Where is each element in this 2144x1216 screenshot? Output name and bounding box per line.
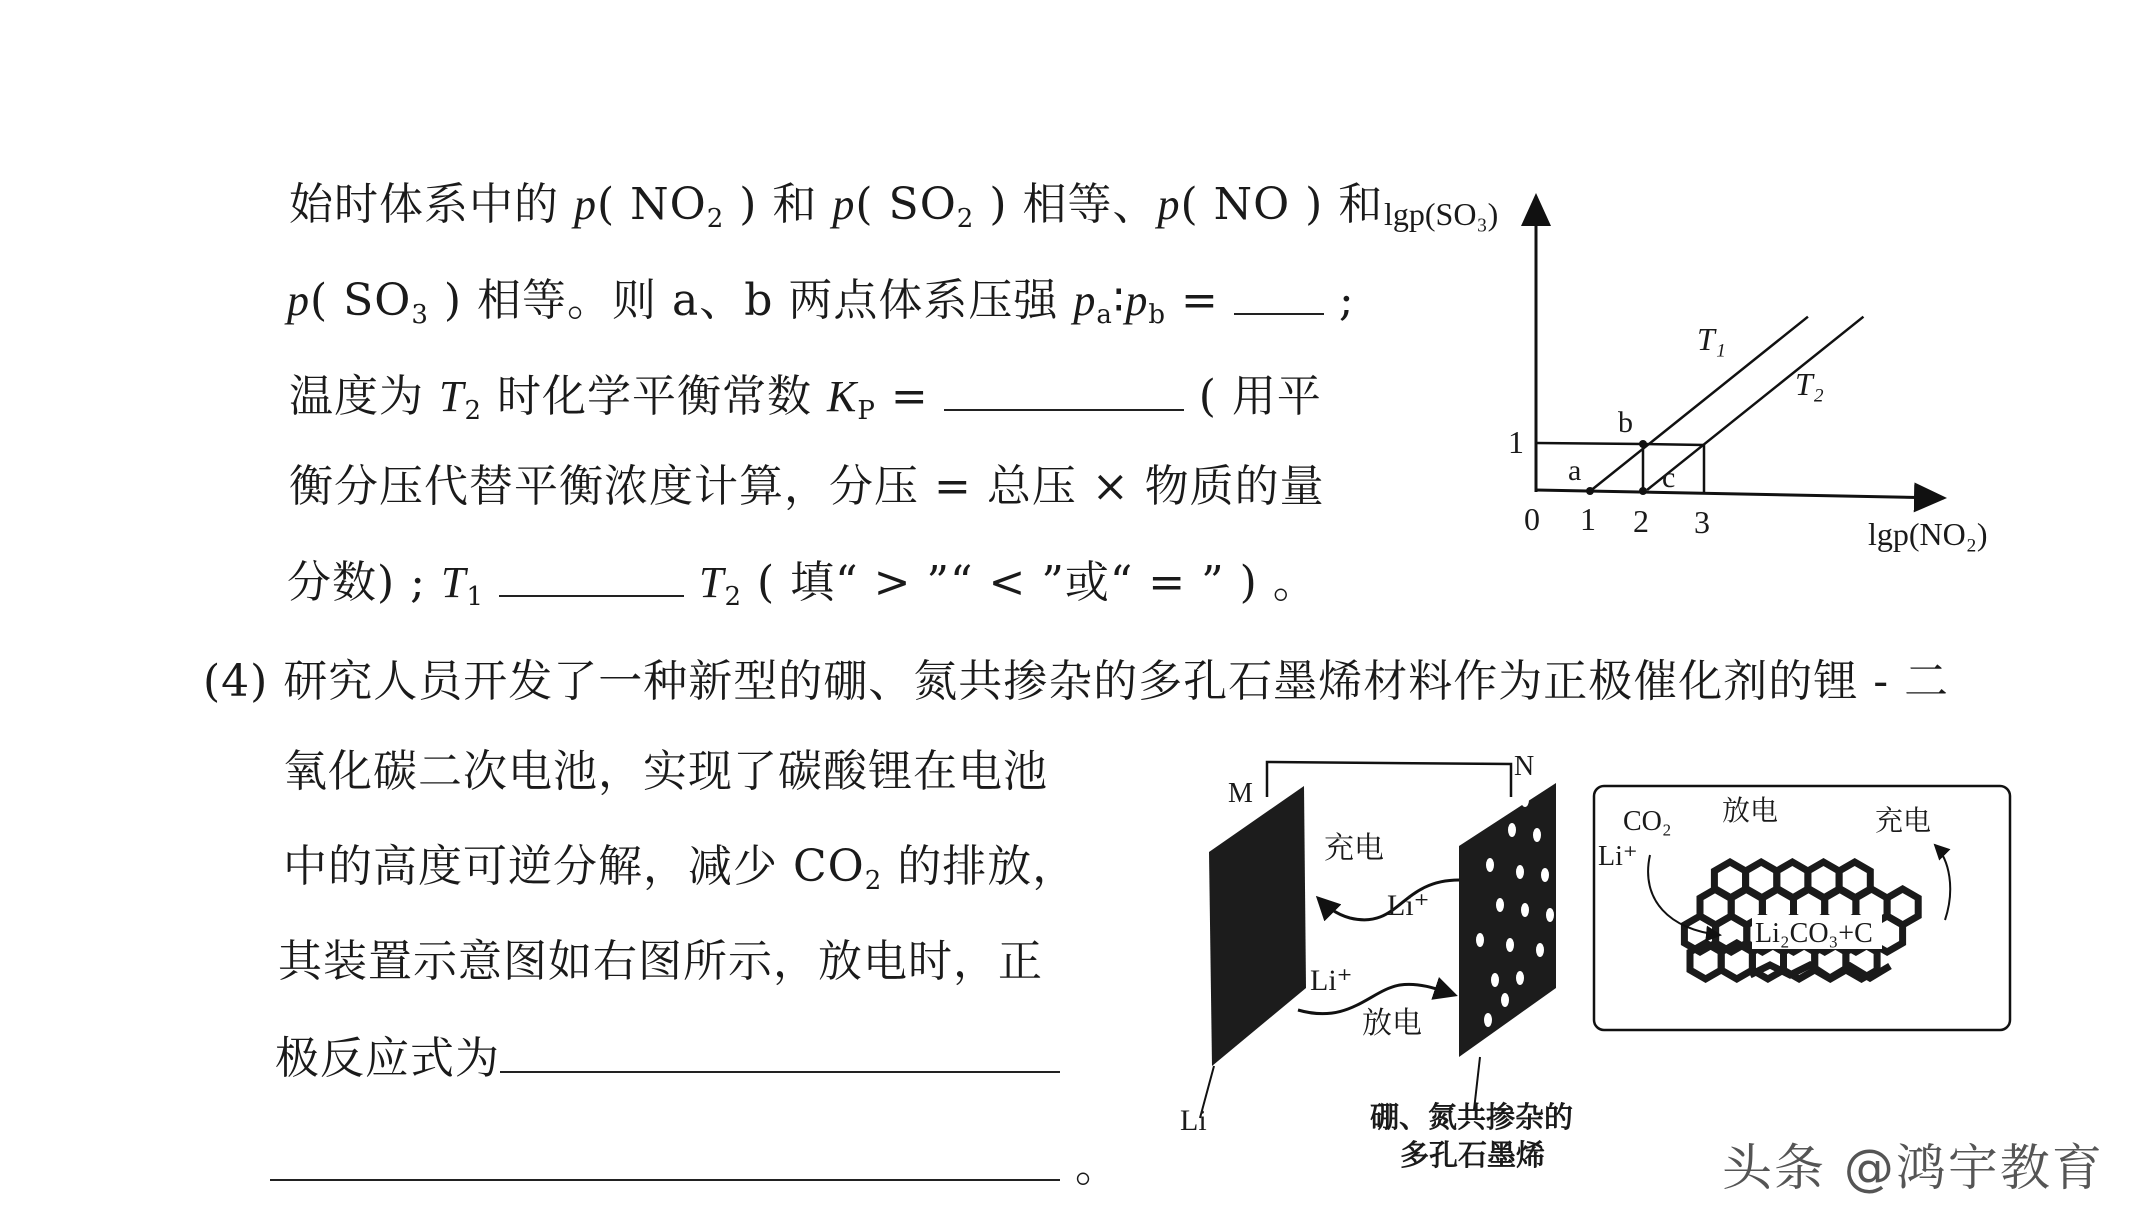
subscript: 3 (411, 300, 429, 330)
subscript: 2 (724, 582, 743, 612)
x-tick: 0 (1524, 501, 1540, 537)
equilibrium-graph (1384, 196, 1988, 552)
cathode-label-1: 硼、氮共掺杂的 (1370, 1102, 1574, 1134)
text-segment: ; (1323, 275, 1355, 326)
text-segment: ( SO (310, 275, 412, 326)
x-tick: 3 (1694, 504, 1710, 540)
point-c-label: c (1662, 461, 1676, 494)
battery-diagram (1180, 751, 2010, 1172)
pore (1496, 898, 1504, 912)
text-segment: ( 填“ > ”“ < ”或“ = ” ) 。 (742, 557, 1318, 608)
graphene-electrode-plate (1459, 783, 1556, 1057)
pore (1546, 908, 1554, 922)
point-a-label: a (1568, 454, 1582, 487)
subscript: 2 (956, 204, 975, 234)
text-segment: ( NO ) 和 (1180, 179, 1384, 230)
text-segment: 。 (1060, 1141, 1120, 1192)
subscript: 2 (706, 204, 725, 234)
subscript: a (1096, 300, 1113, 330)
text-segment: 其装置示意图如右图所示，放电时，正 (278, 936, 1043, 987)
text-segment: ( NO (597, 179, 707, 230)
inset-li-label: Li⁺ (1598, 841, 1638, 872)
li-ion-bottom-label: Li⁺ (1310, 964, 1353, 997)
pore (1536, 943, 1544, 957)
x-axis-label: lgp(NO₂) (1868, 516, 1988, 552)
text-segment: 分数) ; (287, 557, 441, 608)
pore (1521, 793, 1529, 807)
point-c-marker (1639, 487, 1647, 495)
x-axis (1536, 490, 1944, 498)
variable: T (439, 372, 465, 421)
subscript: 1 (466, 582, 484, 612)
variable: p (1125, 276, 1149, 325)
point-a-marker (1586, 487, 1594, 495)
pore (1491, 973, 1499, 987)
text-segment: ( SO (855, 179, 957, 230)
subscript: P (857, 396, 876, 426)
variable: p (1073, 276, 1097, 325)
pore (1516, 865, 1524, 879)
text-segment: ( 用平 (1183, 371, 1322, 422)
point-b-marker (1639, 440, 1647, 448)
text-segment: 始时体系中的 (289, 179, 574, 230)
variable: T (699, 558, 725, 607)
electrode-m-label: M (1228, 778, 1253, 809)
text-segment: 的排放， (882, 841, 1078, 892)
electrode-n-label: N (1514, 751, 1535, 782)
pore (1486, 858, 1494, 872)
text-segment: ) 相等。则 a、b 两点体系压强 (428, 275, 1074, 326)
watermark: 头条 @鸿宇教育 (1722, 1139, 2104, 1197)
pore (1533, 828, 1541, 842)
curve-T2-label: T₂ (1795, 366, 1824, 402)
pore (1516, 971, 1524, 985)
text-segment: = (875, 371, 944, 422)
variable: T (440, 558, 467, 607)
discharge-label: 放电 (1362, 1007, 1422, 1040)
text-segment: ∶ (1112, 275, 1126, 326)
subscript: 2 (864, 866, 883, 896)
line-T2 (1647, 317, 1863, 490)
inset-discharge-label: 放电 (1722, 796, 1779, 827)
subscript: 2 (464, 396, 483, 426)
text-segment: 时化学平衡常数 (482, 371, 828, 422)
pore (1484, 1013, 1492, 1027)
variable: p (287, 276, 310, 325)
li-electrode-plate (1209, 786, 1306, 1066)
pore (1476, 933, 1484, 947)
x-tick: 1 (1580, 501, 1596, 537)
y-axis-label: lgp(SO₃) (1384, 196, 1499, 232)
charge-label: 充电 (1324, 832, 1384, 865)
variable: K (827, 372, 858, 421)
pore (1508, 823, 1516, 837)
text-segment: = (1166, 275, 1234, 326)
text-segment: 氧化碳二次电池，实现了碳酸锂在电池 (283, 746, 1048, 797)
text-segment: ) 相等、 (974, 179, 1158, 230)
pore (1521, 903, 1529, 917)
x-tick: 2 (1633, 503, 1649, 539)
text-segment: 衡分压代替平衡浓度计算，分压 = 总压 × 物质的量 (289, 461, 1325, 512)
curve-T1-label: T₁ (1697, 321, 1726, 357)
variable: p (574, 180, 597, 229)
li-ion-top-label: Li⁺ (1387, 889, 1430, 922)
pore (1506, 938, 1514, 952)
pore (1541, 868, 1549, 882)
inset-charge-arrow (1935, 845, 1950, 920)
guide-rect-b (1536, 443, 1643, 491)
variable: p (1157, 180, 1181, 229)
li-label: Li (1180, 1104, 1207, 1137)
y-tick: 1 (1508, 424, 1524, 460)
inset-charge-label: 充电 (1875, 806, 1932, 837)
inset-product-label: Li₂CO₃+C (1755, 918, 1873, 949)
pore (1501, 993, 1509, 1007)
text-segment: 中的高度可逆分解，减少 CO (283, 841, 865, 892)
point-b-label: b (1618, 406, 1633, 439)
text-segment: (4) 研究人员开发了一种新型的硼、氮共掺杂的多孔石墨烯材料作为正极催化剂的锂 - 二 (203, 656, 1950, 707)
text-segment: 温度为 (289, 371, 439, 422)
text-segment: ) 和 (724, 179, 833, 230)
inset-co2-label: CO₂ (1623, 806, 1672, 837)
subscript: b (1148, 300, 1167, 330)
variable: p (832, 180, 856, 229)
cathode-label-2: 多孔石墨烯 (1400, 1140, 1546, 1172)
text-segment: 极反应式为 (275, 1033, 500, 1084)
